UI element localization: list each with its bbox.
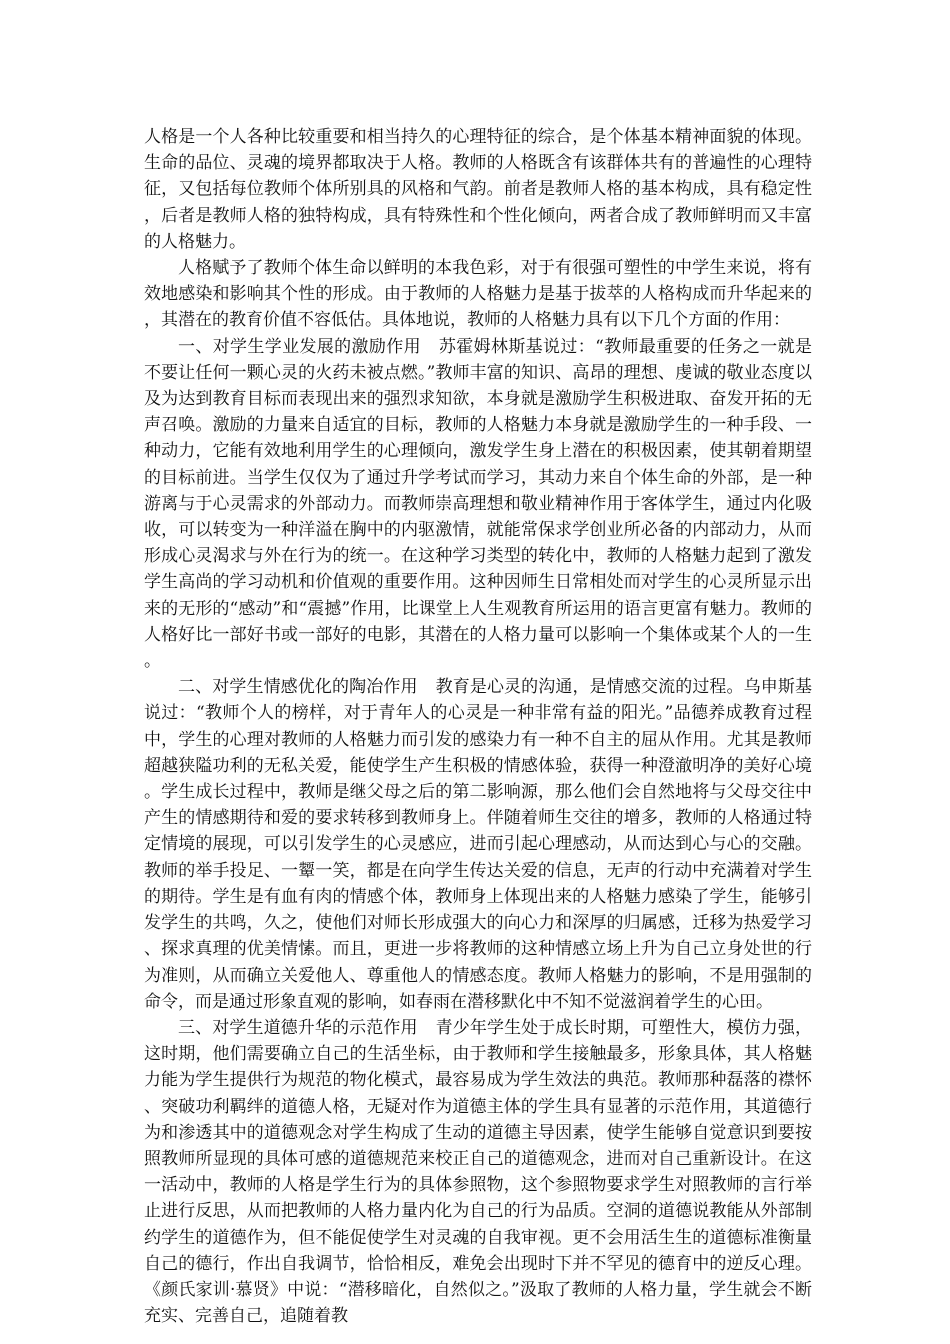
paragraph-intro	[144, 124, 812, 255]
paragraph-section-1	[144, 334, 812, 675]
section-heading: 三、对学生道德升华的示范作用	[178, 1017, 418, 1038]
paragraph-overview	[144, 255, 812, 334]
paragraph-section-3	[144, 1015, 812, 1329]
paragraph-text: 教育是心灵的沟通，是情感交流的过程。乌申斯基说过：“教师个人的榜样，对于青年人的心灵是一种非常有益的阳光。”品德养成教育过程中，学生的心理对教师的人格魅力而引发的感染力有一种不自主的屈从作用。尤其是教师超越狭隘功利的无私关爱，能使学生产生积极的情感体验，获得一种澄澈明净的美好心境。学生成长过程中，教师是继父母之后的第二影响源，那么他们会自然地将与父母交往中产生的情感期待和爱的要求转移到教师身上。伴随着师生交往的增多，教师的人格通过特定情境的展现，可以引发学生的心灵感应，进而引起心理感动，从而达到心与心的交融。教师的举手投足、一颦一笑，都是在向学生传达关爱的信息，无声的行动中充满着对学生的期待。学生是有血有肉的情感个体，教师身上体现出来的人格魅力感染了学生，能够引发学生的共鸣，久之，使他们对师长形成强大的向心力和深厚的归属感，迁移为热爱学习、探求真理的优美情愫。而且，更进一步将教师的这种情感立场上升为自己立身处世的行为准则，从而确立关爱他人、尊重他人的情感态度。教师人格魅力的影响，不是用强制的命令，而是通过形象直观的影响，如春雨在潜移默化中不知不觉滋润着学生的心田。	[144, 677, 813, 1012]
document-body	[144, 124, 812, 1329]
section-heading: 二、对学生情感优化的陶冶作用	[178, 677, 418, 698]
paragraph-text: 青少年学生处于成长时期，可塑性大，模仿力强，这时期，他们需要确立自己的生活坐标，由于教师和学生接触最多，形象具体，其人格魅力能为学生提供行为规范的物化模式，最容易成为学生效法的典范。教师那种磊落的襟怀、突破功利羁绊的道德人格，无疑对作为道德主体的学生具有显著的示范作用，其道德行为和渗透其中的道德观念对学生构成了生动的道德主导因素，使学生能够自觉意识到要按照教师所显现的具体可感的道德规范来校正自己的道德观念，进而对自己重新设计。在这一活动中，教师的人格是学生行为的具体参照物，这个参照物要求学生对照教师的言行举止进行反思，从而把教师的人格力量内化为自己的行为品质。空洞的道德说教能从外部制约学生的道德作为，但不能促使学生对灵魂的自我审视。更不会用活生生的道德标准衡量自己的德行，作出自我调节，恰恰相反，难免会出现时下并不罕见的德育中的逆反心理。《颜氏家训·慕贤》中说：“潜移暗化，自然似之。”汲取了教师的人格力量，学生就会不断充实、完善自己，追随着教	[144, 1017, 813, 1327]
paragraph-text: 人格是一个人各种比较重要和相当持久的心理特征的综合，是个体基本精神面貌的体现。生命的品位、灵魂的境界都取决于人格。教师的人格既含有该群体共有的普遍性的心理特征，又包括每位教师个体所别具的风格和气韵。前者是教师人格的基本构成，具有稳定性，后者是教师人格的独特构成，具有特殊性和个性化倾向，两者合成了教师鲜明而又丰富的人格魅力。	[144, 127, 812, 252]
paragraph-text: 人格赋予了教师个体生命以鲜明的本我色彩，对于有很强可塑性的中学生来说，将有效地感染和影响其个性的形成。由于教师的人格魅力是基于拔萃的人格构成而升华起来的，其潜在的教育价值不容低估。具体地说，教师的人格魅力具有以下几个方面的作用：	[144, 258, 812, 331]
section-heading: 一、对学生学业发展的激励作用	[178, 336, 421, 357]
paragraph-text: 苏霍姆林斯基说过：“教师最重要的任务之一就是不要让任何一颗心灵的火药未被点燃。”教师丰富的知识、高昂的理想、虔诚的敬业态度以及为达到教育目标而表现出来的强烈求知欲，本身就是激励学生积极进取、奋发开拓的无声召唤。激励的力量来自适宜的目标，教师的人格魅力本身就是激励学生的一种手段、一种动力，它能有效地利用学生的心理倾向，激发学生身上潜在的积极因素，使其朝着期望的目标前进。当学生仅仅为了通过升学考试而学习，其动力来自个体生命的外部，是一种游离与于心灵需求的外部动力。而教师崇高理想和敬业精神作用于客体学生，通过内化吸收，可以转变为一种洋溢在胸中的内驱激情，就能常保求学创业所必备的内部动力，从而形成心灵渴求与外在行为的统一。在这种学习类型的转化中，教师的人格魅力起到了激发学生高尚的学习动机和价值观的重要作用。这种因师生日常相处而对学生的心灵所显示出来的无形的“感动”和“震撼”作用，比课堂上人生观教育所运用的语言更富有魅力。教师的人格好比一部好书或一部好的电影，其潜在的人格力量可以影响一个集体或某个人的一生。	[144, 336, 812, 672]
paragraph-section-2	[144, 674, 812, 1015]
